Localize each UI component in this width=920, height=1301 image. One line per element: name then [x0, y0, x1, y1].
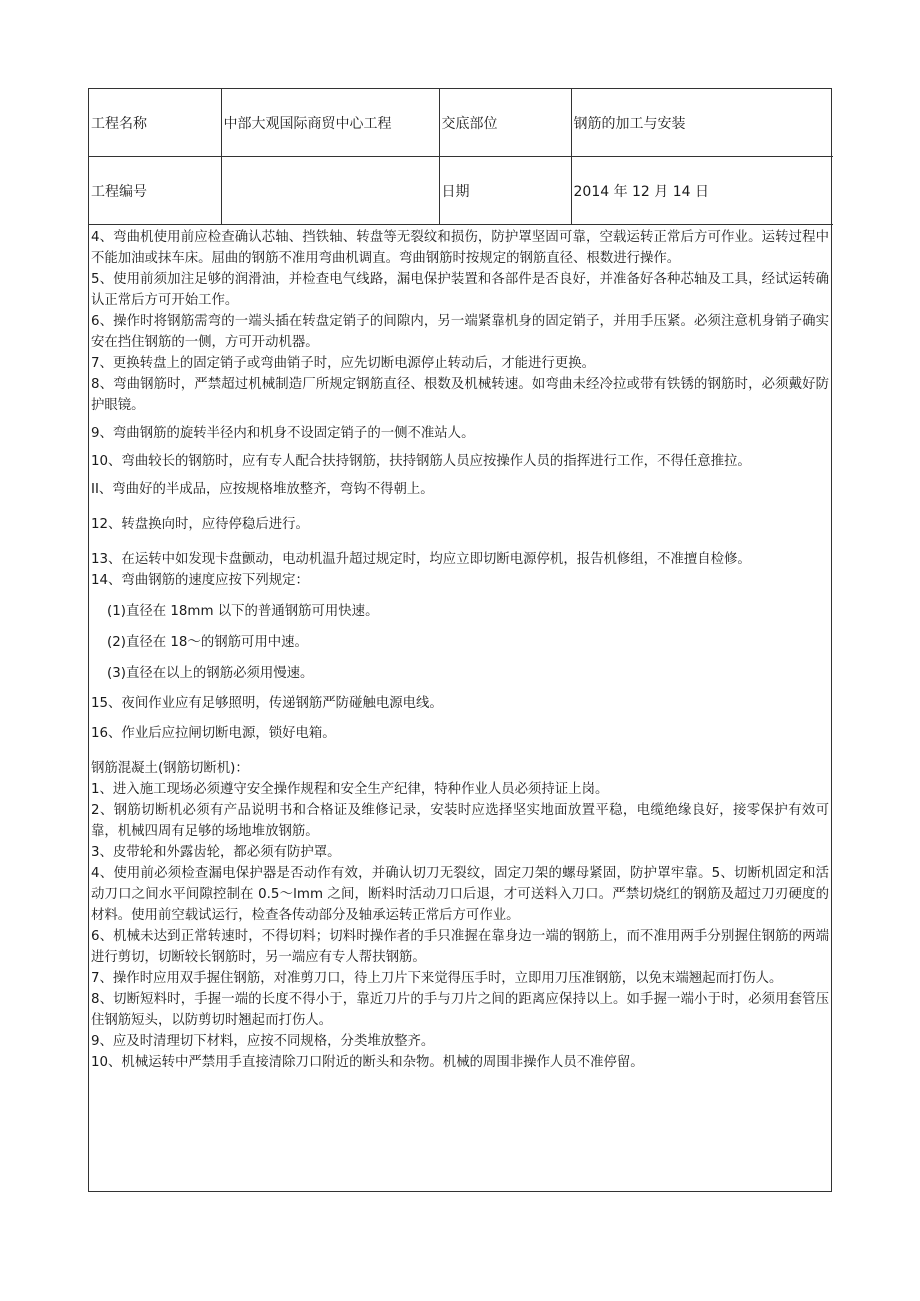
- cutting-item: 1、进入施工现场必须遵守安全操作规程和安全生产纪律，特种作业人员必须持证上岗。: [91, 782, 609, 797]
- speed-rule: (3)直径在以上的钢筋必须用慢速。: [107, 666, 314, 681]
- bending-item: 9、弯曲钢筋的旋转半径内和机身不设固定销子的一侧不准站人。: [91, 426, 475, 441]
- bending-item: 6、操作时将钢筋需弯的一端头插在转盘定销子的间隙内，另一端紧靠机身的固定销子，并用手压紧。必须注意机身销子确实安在挡住钢筋的一侧，方可开动机器。: [91, 314, 829, 350]
- bending-item: 7、更换转盘上的固定销子或弯曲销子时，应先切断电源停止转动后，才能进行更换。: [91, 356, 595, 371]
- bending-item: II、弯曲好的半成品，应按规格堆放整齐，弯钩不得朝上。: [91, 482, 434, 497]
- bending-item: 8、弯曲钢筋时，严禁超过机械制造厂所规定钢筋直径、根数及机械转速。如弯曲未经冷拉或带有铁锈的钢筋时，必须戴好防护眼镜。: [91, 377, 829, 413]
- date-value: 2014 年 12 月 14 日: [571, 157, 833, 225]
- project-no-value: [221, 157, 439, 225]
- speed-rule: (1)直径在 18mm 以下的普通钢筋可用快速。: [107, 604, 379, 619]
- bending-item: 4、弯曲机使用前应检查确认芯轴、挡铁轴、转盘等无裂纹和损伤，防护罩坚固可靠，空载运转正常后方可作业。运转过程中不能加油或抹车床。屈曲的钢筋不准用弯曲机调直。弯曲钢筋时按规定的钢筋直径、根数进行操作。: [91, 230, 829, 266]
- bending-item: 16、作业后应拉闸切断电源，锁好电箱。: [91, 726, 336, 741]
- handover-sheet: [88, 88, 832, 1192]
- bending-item: 13、在运转中如发现卡盘颤动，电动机温升超过规定时，均应立即切断电源停机，报告机修组，不准擅自检修。: [91, 552, 751, 567]
- content-body: [89, 225, 831, 1073]
- project-name-value: 中部大观国际商贸中心工程: [221, 89, 439, 157]
- cutting-item: 3、皮带轮和外露齿轮，都必须有防护罩。: [91, 845, 341, 860]
- project-no-label: 工程编号: [89, 157, 221, 225]
- bending-item: 5、使用前须加注足够的润滑油，并检查电气线路，漏电保护装置和各部件是否良好，并准备好各种芯轴及工具，经试运转确认正常后方可开始工作。: [91, 272, 829, 308]
- cutting-item: 8、切断短料时，手握一端的长度不得小于，靠近刀片的手与刀片之间的距离应保持以上。如手握一端小于时，必须用套管压住钢筋短头，以防剪切时翘起而打伤人。: [91, 992, 829, 1028]
- date-label: 日期: [439, 157, 571, 225]
- cutting-item: 9、应及时清理切下材料，应按不同规格，分类堆放整齐。: [91, 1034, 435, 1049]
- bending-item: 15、夜间作业应有足够照明，传递钢筋严防碰触电源电线。: [91, 696, 443, 711]
- bending-item: 14、弯曲钢筋的速度应按下列规定：: [91, 573, 309, 588]
- cutting-item: 2、钢筋切断机必须有产品说明书和合格证及维修记录，安装时应选择坚实地面放置平稳，电缆绝缘良好，接零保护有效可靠，机械四周有足够的场地堆放钢筋。: [91, 803, 829, 839]
- handover-value: 钢筋的加工与安装: [571, 89, 833, 157]
- cutting-item: 6、机械未达到正常转速时，不得切料；切料时操作者的手只准握在靠身边一端的钢筋上，而不准用两手分别握住钢筋的两端进行剪切，切断较长钢筋时，另一端应有专人帮扶钢筋。: [91, 929, 829, 965]
- cutting-item: 7、操作时应用双手握住钢筋，对准剪刀口，待上刀片下来觉得压手时，立即用刀压准钢筋，以免末端翘起而打伤人。: [91, 971, 783, 986]
- header-row-2: [89, 157, 833, 225]
- speed-rule: (2)直径在 18～的钢筋可用中速。: [107, 635, 308, 650]
- handover-label: 交底部位: [439, 89, 571, 157]
- bending-item: 12、转盘换向时，应待停稳后进行。: [91, 517, 309, 532]
- bending-item: 10、弯曲较长的钢筋时，应有专人配合扶持钢筋，扶持钢筋人员应按操作人员的指挥进行工作，不得任意推拉。: [91, 454, 751, 469]
- cutting-item: 4、使用前必须检查漏电保护器是否动作有效，并确认切刀无裂纹，固定刀架的螺母紧固，防护罩牢靠。5、切断机固定和活动刀口之间水平间隙控制在 0.5～lmm 之间，断料时活动刀口后退，才可送料入刀口。严禁切烧红的钢筋及超过刀刃硬度的材料。使用前空载试运行，检查各传动部分及轴承运转正常后方可作业。: [91, 866, 829, 923]
- header-table: [89, 89, 833, 225]
- header-row-1: [89, 89, 833, 157]
- cutting-item: 10、机械运转中严禁用手直接清除刀口附近的断头和杂物。机械的周围非操作人员不准停留。: [91, 1055, 644, 1070]
- cutting-section-title: 钢筋混凝土(钢筋切断机)：: [91, 761, 249, 776]
- project-name-label: 工程名称: [89, 89, 221, 157]
